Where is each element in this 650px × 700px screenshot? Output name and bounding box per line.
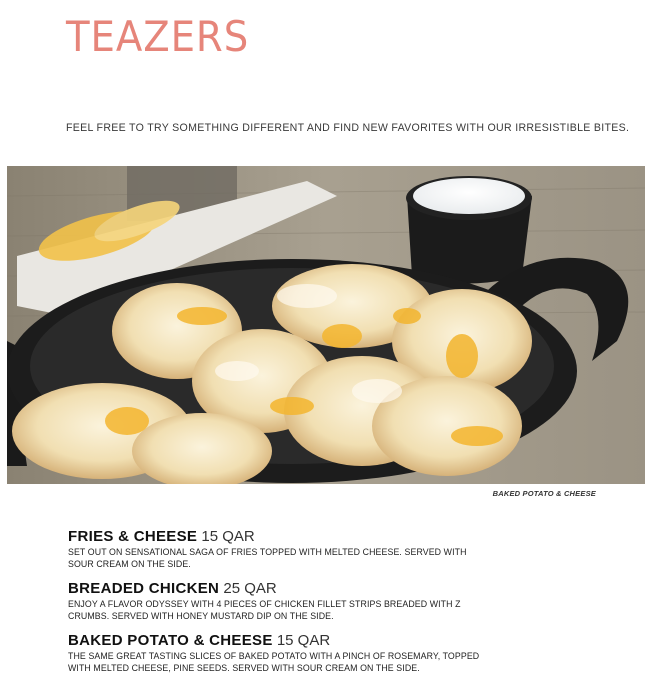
baked-potato-photo — [7, 166, 645, 484]
menu-items — [68, 528, 608, 684]
menu-item-heading — [68, 580, 608, 598]
menu-item-price: 25 QAR — [223, 580, 277, 597]
menu-item-heading — [68, 528, 608, 546]
menu-item-heading — [68, 632, 608, 650]
menu-item-price: 15 QAR — [201, 528, 255, 545]
menu-item-name: BAKED POTATO & CHEESE — [68, 632, 273, 649]
page-title: TEAZERS — [66, 12, 250, 61]
menu-item-description: THE SAME GREAT TASTING SLICES OF BAKED POTATO WITH A PINCH OF ROSEMARY, TOPPED WITH MELTED CHEESE, PINE SEEDS. SERVED WITH SOUR CREAM ON THE SIDE. — [68, 651, 480, 673]
menu-item-description: SET OUT ON SENSATIONAL SAGA OF FRIES TOPPED WITH MELTED CHEESE. SERVED WITH SOUR CREAM ON THE SIDE. — [68, 547, 467, 569]
photo-caption: BAKED POTATO & CHEESE — [492, 489, 596, 498]
menu-item-name: FRIES & CHEESE — [68, 528, 198, 545]
menu-item-price: 15 QAR — [276, 632, 331, 649]
menu-item — [68, 632, 608, 674]
menu-item — [68, 580, 608, 622]
page-tagline: FEEL FREE TO TRY SOMETHING DIFFERENT AND FIND NEW FAVORITES WITH OUR IRRESISTIBLE BITES. — [66, 122, 630, 134]
menu-item — [68, 528, 608, 570]
menu-item-description: ENJOY A FLAVOR ODYSSEY WITH 4 PIECES OF CHICKEN FILLET STRIPS BREADED WITH Z CRUMBS. SERVED WITH HONEY MUSTARD DIP ON THE SIDE. — [68, 599, 461, 621]
menu-item-name: BREADED CHICKEN — [68, 580, 220, 597]
